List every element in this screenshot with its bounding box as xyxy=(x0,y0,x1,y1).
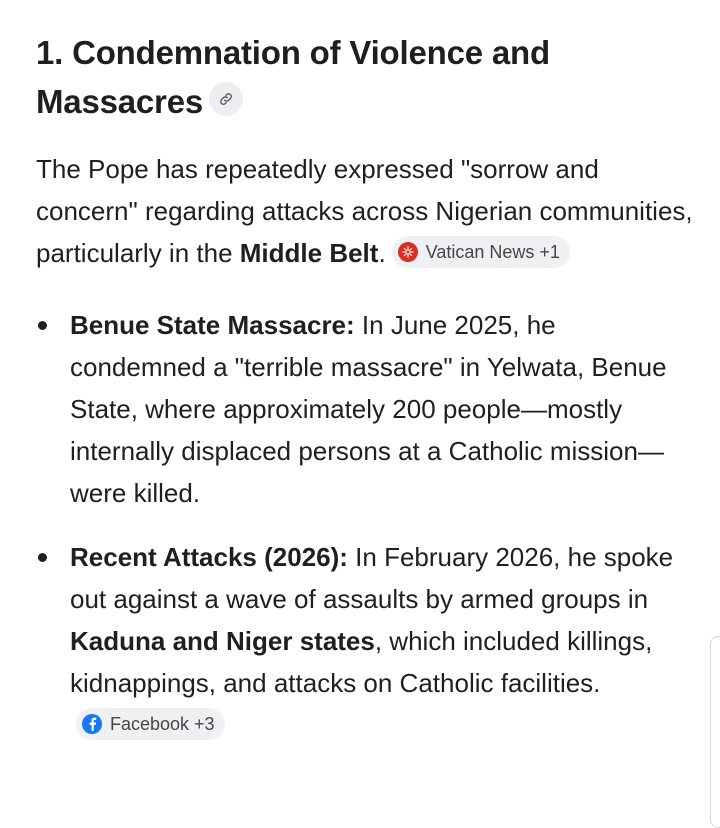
vatican-news-icon xyxy=(398,242,418,262)
bullet-title: Benue State Massacre: xyxy=(70,310,355,340)
bullet-dot xyxy=(38,321,47,330)
copy-link-button[interactable] xyxy=(209,82,243,116)
bullet-text-end: , which included killings, kidnappings, and attacks on Catholic facilities. xyxy=(70,626,653,698)
bullet-text: In June 2025, he condemned a "terrible massacre" in Yelwata, Benue State, where approximately 200 people—mostly internally displaced persons at a Catholic mission—were killed. xyxy=(70,310,667,508)
bullet-dot xyxy=(38,553,47,562)
intro-text: The Pope has repeatedly expressed "sorrow and concern" regarding attacks across Nigerian communities, particularly in the xyxy=(36,154,693,268)
intro-paragraph xyxy=(36,148,696,274)
source-chip-label: Vatican News +1 xyxy=(425,242,560,262)
section-heading xyxy=(36,28,696,126)
bullet-list xyxy=(36,304,696,746)
link-icon xyxy=(218,91,234,107)
list-item xyxy=(36,536,696,746)
section-heading-text: 1. Condemnation of Violence and Massacres xyxy=(36,34,550,120)
facebook-icon xyxy=(82,714,102,734)
source-chip-vatican-news[interactable] xyxy=(392,236,570,268)
source-chip-facebook[interactable] xyxy=(76,708,225,740)
list-item xyxy=(36,304,696,514)
intro-text-end: . xyxy=(378,238,386,268)
source-chip-label: Facebook +3 xyxy=(110,714,215,734)
scroll-indicator[interactable] xyxy=(710,636,720,828)
bullet-bold: Kaduna and Niger states xyxy=(70,626,375,656)
response-section xyxy=(36,28,696,768)
bullet-title: Recent Attacks (2026): xyxy=(70,542,348,572)
intro-bold: Middle Belt xyxy=(239,238,379,268)
bullet-text: In February 2026, he spoke out against a wave of assaults by armed groups in xyxy=(70,542,674,614)
